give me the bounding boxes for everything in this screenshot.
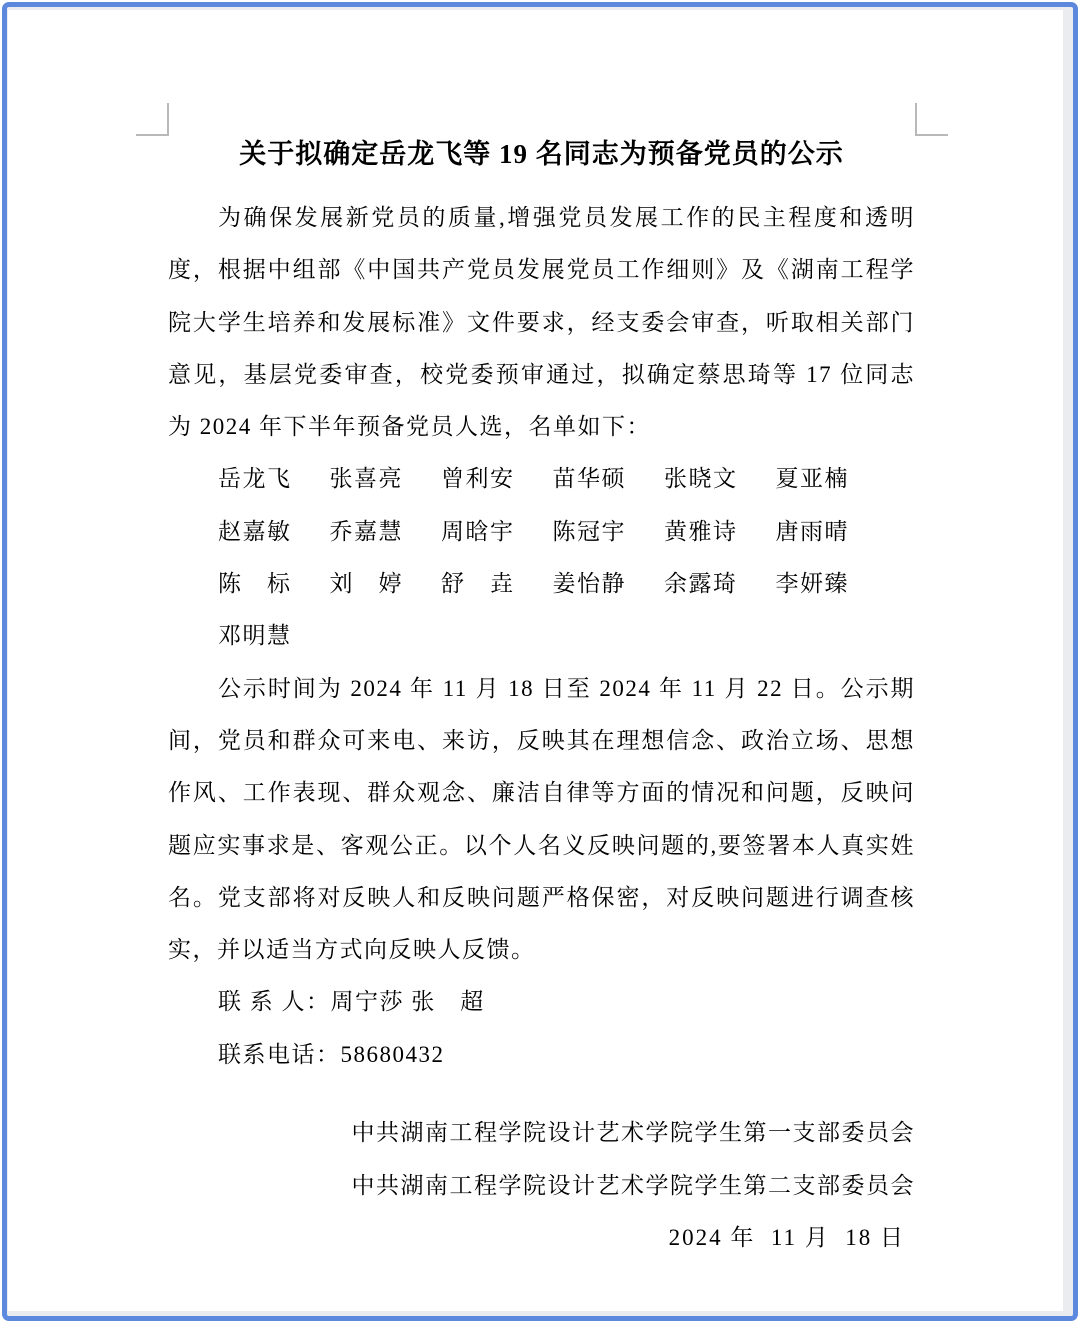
name-item: 陈 标 — [218, 571, 292, 597]
name-item: 唐雨晴 — [775, 518, 849, 544]
name-item: 黄雅诗 — [664, 518, 738, 544]
window-frame — [2, 2, 1078, 1321]
contact-person-line: 联 系 人：周宁莎 张 超 — [218, 989, 485, 1015]
name-item: 苗华硕 — [552, 466, 626, 492]
signature-block — [168, 1107, 915, 1265]
name-row — [168, 610, 915, 662]
name-item: 张晓文 — [664, 466, 738, 492]
contact-phone-line: 联系电话：58680432 — [218, 1041, 445, 1067]
name-item: 乔嘉慧 — [329, 518, 403, 544]
margin-crop-mark-top-right — [915, 103, 948, 136]
signature-line-2: 中共湖南工程学院设计艺术学院学生第二支部委员会 — [351, 1172, 915, 1198]
name-item: 刘 婷 — [329, 571, 403, 597]
name-item: 李妍臻 — [775, 571, 849, 597]
name-item: 舒 垚 — [441, 571, 515, 597]
name-row — [168, 506, 915, 558]
name-item: 陈冠宇 — [552, 518, 626, 544]
date-line: 2024 年 11 月 18 日 — [668, 1225, 905, 1251]
name-item: 姜怡静 — [552, 571, 626, 597]
notice-paragraph: 公示时间为 2024 年 11 月 18 日至 2024 年 11 月 22 日。公示期间，党员和群众可来电、来访，反映其在理想信念、政治立场、思想作风、工作表现、群众观念、廉洁自律等方面的情况和问题，反映问题应实事求是、客观公正。以个人名义反映问题的,要签署本人真实姓名。党支部将对反映人和反映问题严格保密，对反映问题进行调查核实，并以适当方式向反映人反馈。 — [168, 675, 915, 963]
name-item: 张喜亮 — [329, 466, 403, 492]
document-page — [8, 10, 1063, 1311]
name-item: 赵嘉敏 — [218, 518, 292, 544]
document-text-area — [168, 132, 915, 1265]
document-title: 关于拟确定岳龙飞等 19 名同志为预备党员的公示 — [239, 139, 844, 169]
name-item: 周晗宇 — [441, 518, 515, 544]
name-item: 邓明慧 — [218, 623, 292, 649]
signature-line-1: 中共湖南工程学院设计艺术学院学生第一支部委员会 — [351, 1120, 915, 1146]
name-list — [168, 453, 915, 662]
name-item: 余露琦 — [664, 571, 738, 597]
name-item: 岳龙飞 — [218, 466, 292, 492]
name-item: 夏亚楠 — [775, 466, 849, 492]
name-item: 曾利安 — [441, 466, 515, 492]
name-row — [168, 558, 915, 610]
intro-paragraph: 为确保发展新党员的质量,增强党员发展工作的民主程度和透明度，根据中组部《中国共产党员发展党员工作细则》及《湖南工程学院大学生培养和发展标准》文件要求，经支委会审查，听取相关部门意见，基层党委审查，校党委预审通过，拟确定蔡思琦等 17 位同志为 2024 年下半年预备党员人选，名单如下： — [168, 205, 916, 440]
name-row — [168, 453, 915, 505]
margin-crop-mark-top-left — [136, 103, 169, 136]
